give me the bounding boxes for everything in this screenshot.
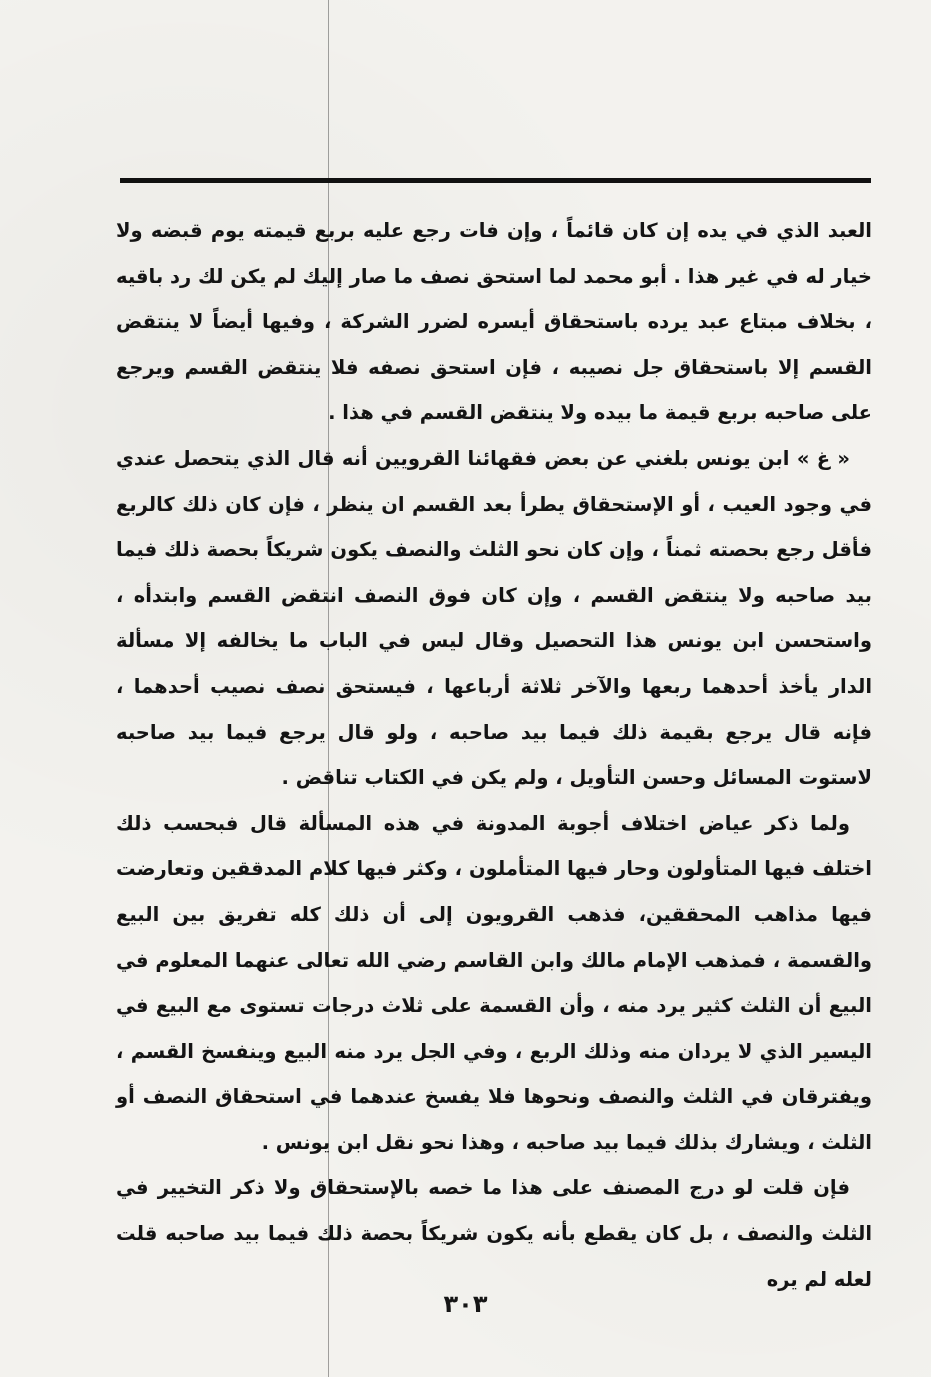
paragraph-4: فإن قلت لو درج المصنف على هذا ما خصه بالإستحقاق ولا ذكر التخيير في الثلث والنصف ، بل كان يقطع بأنه يكون شريكاً بحصة ذلك فيما بيد صاحبه قلت لعله لم يره (116, 1176, 872, 1291)
page-number: ٣٠٣ (443, 1290, 488, 1318)
paragraph-1: العبد الذي في يده إن كان قائماً ، وإن فات رجع عليه بربع قيمته يوم قبضه ولا خيار له في غير هذا . أبو محمد لما استحق نصف ما صار إليك لم يكن لك رد باقيه ، بخلاف مبتاع عبد يرده باستحقاق أيسره لضرر الشركة ، وفيها أيضاً لا ينتقض القسم إلا باستحقاق جل نصيبه ، فإن استحق نصفه فلا ينتقض القسم ويرجع على صاحبه بربع قيمة ما بيده ولا ينتقض القسم في هذا . (116, 219, 872, 425)
paragraph-2: « غ » ابن يونس بلغني عن بعض فقهائنا القرويين أنه قال الذي يتحصل عندي في وجود العيب ، أو الإستحقاق يطرأ بعد القسم ان ينظر ، فإن كان ذلك كالربع فأقل رجع بحصته ثمناً ، وإن كان نحو الثلث والنصف يكون شريكاً بحصة ذلك فيما بيد صاحبه ولا ينتقض القسم ، وإن كان فوق النصف انتقض القسم وابتدأه ، واستحسن ابن يونس هذا التحصيل وقال ليس في الباب ما يخالفه إلا مسألة الدار يأخذ أحدهما ربعها والآخر ثلاثة أرباعها ، فيستحق نصف نصيب أحدهما ، فإنه قال يرجع بقيمة ذلك فيما بيد صاحبه ، ولو قال يرجع فيما بيد صاحبه لاستوت المسائل وحسن التأويل ، ولم يكن في الكتاب تناقض . (116, 446, 872, 790)
paragraph-3: ولما ذكر عياض اختلاف أجوبة المدونة في هذه المسألة قال فبحسب ذلك اختلف فيها المتأولون وحار فيها المتأملون ، وكثر فيها كلام المدققين وتعارضت فيها مذاهب المحققين، فذهب القرويون إلى أن ذلك كله تفريق بين البيع والقسمة ، فمذهب الإمام مالك وابن القاسم رضي الله تعالى عنهما المعلوم في البيع أن الثلث كثير يرد منه ، وأن القسمة على ثلاث درجات تستوى مع البيع في اليسير الذي لا يردان منه وذلك الربع ، وفي الجل يرد منه البيع وينفسخ القسم ، ويفترقان في الثلث والنصف ونحوها فلا يفسخ عندهما في استحقاق النصف أو الثلث ، ويشارك بذلك فيما بيد صاحبه ، وهذا نحو نقل ابن يونس . (116, 811, 872, 1154)
body-text (116, 208, 872, 1302)
header-rule (120, 178, 871, 183)
